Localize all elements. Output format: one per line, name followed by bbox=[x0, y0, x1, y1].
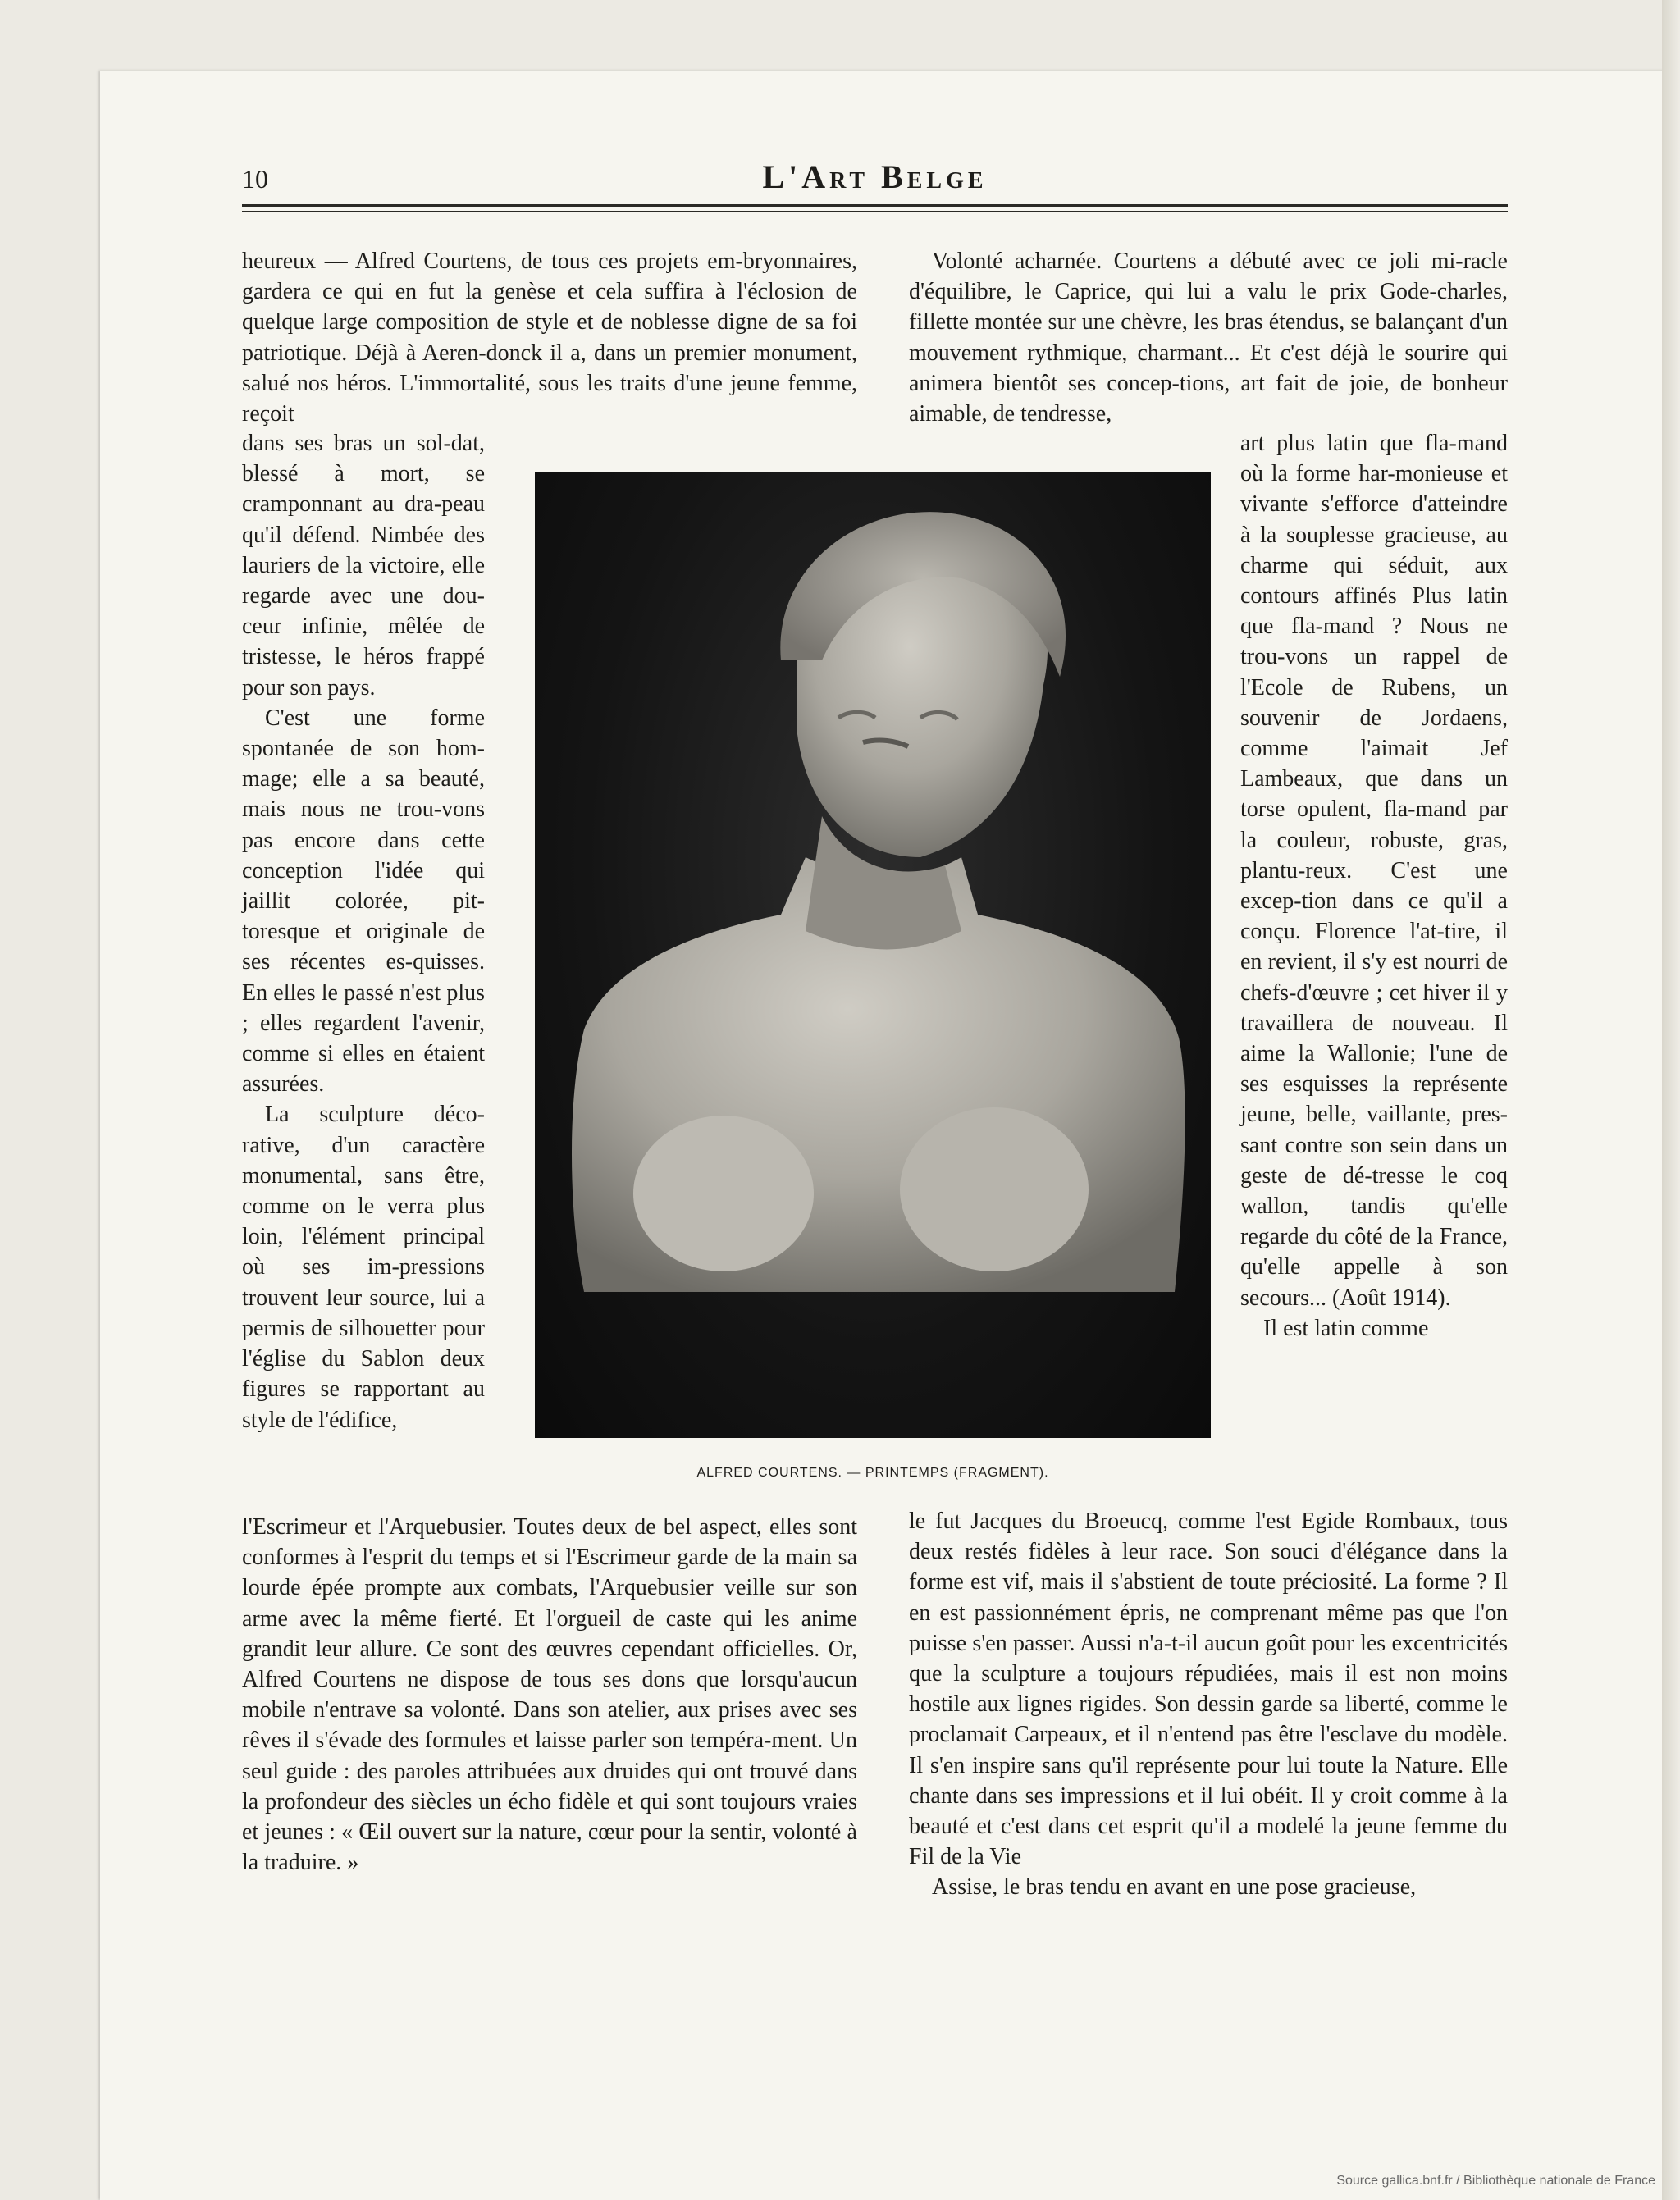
bust-illustration bbox=[535, 472, 1211, 1438]
source-attribution: Source gallica.bnf.fr / Bibliothèque nationale de France bbox=[1336, 2174, 1655, 2188]
journal-title: L'Art Belge bbox=[762, 158, 988, 195]
column-left-top bbox=[242, 246, 857, 429]
column-right-bottom bbox=[909, 1506, 1508, 1903]
header-rule-thin bbox=[242, 211, 1508, 212]
paragraph: Volonté acharnée. Courtens a débuté avec ce joli mi-racle d'équilibre, le Caprice, qui lui a valu le prix Gode-charles, fillette montée sur une chèvre, les bras étendus, se balançant d'un mouvement rythmique, charmant... Et c'est déjà le sourire qui animera bientôt ses concep-tions, art fait de joie, de bonheur aimable, de tendresse, bbox=[909, 249, 1508, 427]
paragraph: dans ses bras un sol-dat, blessé à mort, se cramponnant au dra-peau qu'il défend. Nimbée des lauriers de la victoire, elle regarde avec une dou-ceur infinie, mêlée de tristesse, le héros frappé pour son pays. bbox=[242, 431, 485, 701]
next-page-edge bbox=[1662, 0, 1680, 2200]
paragraph: le fut Jacques du Broeucq, comme l'est Egide Rombaux, tous deux restés fidèles à leur race. Son souci d'élégance dans la forme est vif, mais il s'abstient de toute préciosité. La forme ? Il en est passionnément épris, ne comprenant même pas que l'on puisse s'en passer. Aussi n'a-t-il aucun goût pour les excentricités que la sculpture a toujours répudiées, mais il est non moins hostile aux lignes rigides. Son dessin garde sa liberté, comme le proclamait Carpeaux, et il n'entend pas être l'esclave du modèle. Il s'en inspire sans qu'il représente pour lui toute la Nature. Elle chante dans ses impressions et il lui obéit. Il y croit comme à la beauté et c'est dans cet esprit qu'il a modelé la jeune femme du Fil de la Vie bbox=[909, 1509, 1508, 1870]
paragraph: art plus latin que fla-mand où la forme har-monieuse et vivante s'efforce d'atteindre à la souplesse gracieuse, au charme qui séduit, aux contours affinés Plus latin que fla-mand ? Nous ne trou-vons un rappel de l'Ecole de Rubens, un souvenir de Jordaens, comme l'aimait Jef Lambeaux, que dans un torse opulent, fla-mand par la couleur, robuste, gras, plantu-reux. C'est une excep-tion dans ce qu'il a conçu. Florence l'at-tire, il en revient, il s'y est nourri de chefs-d'œuvre ; cet hiver il y travaillera de nouveau. Il aime la Wallonie; l'une de ses esquisses la représente jeune, belle, vaillante, pres-sant contre son sein dans un geste de dé-tresse le coq wallon, tandis qu'elle regarde du côté de la France, qu'elle appelle à son secours... (Août 1914). bbox=[1240, 431, 1508, 1311]
page-number: 10 bbox=[242, 164, 268, 194]
column-right-wrap bbox=[1240, 428, 1508, 1344]
running-header bbox=[242, 157, 1508, 197]
paragraph: C'est une forme spontanée de son hom-mage; elle a sa beauté, mais nous ne trou-vons pas encore dans cette conception l'idée qui jaillit colorée, pit-toresque et originale de ses récentes es-quisses. En elles le passé n'est plus ; elles regardent l'avenir, comme si elles en étaient assurées. bbox=[242, 705, 485, 1098]
paragraph: heureux — Alfred Courtens, de tous ces projets em-bryonnaires, gardera ce qui en fut la genèse et cela suffira à l'éclosion de quelque large composition de style et de noblesse digne de sa foi patriotique. Déjà à Aeren-donck il a, dans un premier monument, salué nos héros. L'immortalité, sous les traits d'une jeune femme, reçoit bbox=[242, 249, 857, 427]
paragraph: La sculpture déco-rative, d'un caractère monumental, sans être, comme on le verra plus loin, l'élément principal où ses im-pressions trouvent leur source, lui a permis de silhouetter pour l'église du Sablon deux figures se rapportant au style de l'édifice, bbox=[242, 1102, 485, 1433]
figure-caption: ALFRED COURTENS. — PRINTEMPS (FRAGMENT). bbox=[696, 1466, 1049, 1480]
paragraph: Il est latin comme bbox=[1263, 1315, 1429, 1341]
header-rule-thick bbox=[242, 204, 1508, 207]
column-right-top bbox=[909, 246, 1508, 429]
column-left-wrap bbox=[242, 428, 485, 1435]
sculpture-photograph bbox=[535, 472, 1211, 1438]
column-left-bottom bbox=[242, 1512, 857, 1878]
paragraph: Assise, le bras tendu en avant en une pose gracieuse, bbox=[932, 1874, 1417, 1901]
paragraph: l'Escrimeur et l'Arquebusier. Toutes deux de bel aspect, elles sont conformes à l'esprit du temps et si l'Escrimeur garde de la main sa lourde épée prompte aux combats, l'Arquebusier veille sur son arme avec la même fierté. Et l'orgueil de caste qui les anime grandit leur allure. Ce sont des œuvres cependant officielles. Or, Alfred Courtens ne dispose de tous ses dons que lorsqu'aucun mobile n'entrave sa volonté. Dans son atelier, aux prises avec ses rêves il s'évade des formules et laisse parler son tempéra-ment. Un seul guide : des paroles attribuées aux druides qui ont trouvé dans la profondeur des siècles un écho fidèle et qui sont toujours vraies et jeunes : « Œil ouvert sur la nature, cœur pour la sentir, volonté à la traduire. » bbox=[242, 1514, 857, 1876]
